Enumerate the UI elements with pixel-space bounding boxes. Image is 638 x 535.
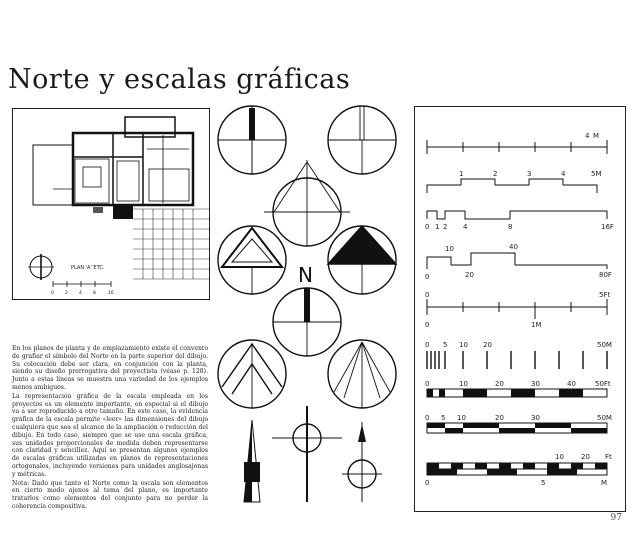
scale-label: 2 [493, 170, 498, 178]
north-symbol-arrow-thin [264, 160, 350, 246]
paragraph: En los planos de planta y de emplazamiento existe el convento de grafiar el símbolo del Norte en la parte superior del dibujo. Su colocación debe ser clara, en conjunción con la planta, siendo su diseño prerrogativa del proyectista (véase p. 128). Junto a estas líneas se muestra una variedad de los ejemplos menos ambiguos. [12, 345, 208, 391]
scale-label: 0 [425, 341, 430, 349]
scale-bar-5 [427, 299, 607, 319]
scale-label: 80F [599, 271, 612, 279]
body-text [12, 345, 208, 512]
north-symbols-panel [212, 102, 412, 512]
scale-label: 1M [531, 321, 542, 329]
scale-bar-7 [427, 389, 607, 397]
scale-bar-3 [427, 211, 607, 219]
north-symbol-thick-line [218, 106, 286, 174]
scale-label: 40 [567, 380, 576, 388]
north-symbol-letter-n [273, 288, 341, 356]
scale-label: 0 [425, 223, 430, 231]
scale-label: 50M [597, 414, 612, 422]
scale-label: 20 [483, 341, 492, 349]
scale-label: 20 [581, 453, 590, 461]
scale-bar-8 [427, 423, 607, 433]
floor-plan-figure [12, 108, 210, 300]
north-symbol-small-circle [342, 422, 382, 502]
scale-label: 0 [425, 321, 430, 329]
scale-label: 50M [597, 341, 612, 349]
scale-bar-6 [427, 351, 607, 369]
scale-bar-1 [427, 140, 607, 154]
north-symbol-crosshair [272, 406, 342, 502]
scale-label: 20 [495, 414, 504, 422]
north-letter: N [298, 263, 313, 287]
scale-label: M [593, 132, 600, 140]
scale-label: 1 [459, 170, 464, 178]
scale-label: 5 [541, 479, 546, 487]
scale-label: 30 [531, 380, 540, 388]
scale-bars-panel [414, 106, 626, 512]
scale-label: 50Ft [595, 380, 611, 388]
scale-label: 1 [435, 223, 440, 231]
scale-label: 4 [585, 132, 590, 140]
scale-label: 2 [443, 223, 448, 231]
plan-scale-label: 2 [65, 291, 68, 296]
scale-label: 0 [425, 273, 430, 281]
scale-bar-2 [427, 179, 597, 193]
paragraph: Nota: Dado que tanto el Norte como la escala son elementos en cierto modo ajenos al tema del plano, es importante tratarlos como elementos del conjunto para no perder la coherencia compositiva. [12, 479, 208, 510]
scale-label: 0 [425, 479, 430, 487]
scale-label: 10 [445, 245, 454, 253]
scale-label: Ft [605, 453, 612, 461]
scale-label: 5 [441, 414, 446, 422]
scale-label: 10 [459, 341, 468, 349]
scale-label: 16F [601, 223, 614, 231]
scale-label: M [601, 479, 608, 487]
scale-label: 4 [463, 223, 468, 231]
scale-label: 10 [457, 414, 466, 422]
floor-plan-drawing [13, 109, 209, 299]
page-title: Norte y escalas gráficas [8, 64, 351, 95]
north-symbol-chevron-arrow [218, 340, 286, 408]
scale-label: 10 [555, 453, 564, 461]
scale-label: 8 [508, 223, 513, 231]
scale-label: 40 [509, 243, 518, 251]
plan-scale-label: 8 [93, 291, 96, 296]
scale-label: 0 [425, 414, 430, 422]
scale-label: 5M [591, 170, 602, 178]
plan-scale-label: 0 [51, 291, 54, 296]
north-symbol-fan-arrow [328, 340, 396, 408]
scale-label: 20 [465, 271, 474, 279]
scale-bar-4 [427, 253, 607, 269]
north-symbol-double-line [328, 106, 396, 174]
scale-bars-drawing [415, 107, 625, 511]
scale-label: 20 [495, 380, 504, 388]
north-symbol-solid-triangle [328, 226, 396, 294]
paragraph: La representación gráfica de la escala empleada en los proyectos es un elemento importante, en especial si el dibujo va a ser reproducido a otro tamaño. En este caso, la evidencia gráfica de la escala permite «leer» las dimensiones del dibujo cualquiera que sea el alcance de la ampliación o reducción del dibujo. En todo caso, siempre que se use una escala gráfica, sus unidades proporcionales de medida deben representarse con claridad y sencillez. Aquí se presentan algunos ejemplos de escalas gráficas utilizadas en planos de representaciones ortogonales, incluyendo versiones para unidades anglosajonas y métricas. [12, 392, 208, 478]
scale-label: 5Ft [599, 291, 611, 299]
scale-label: 5 [443, 341, 448, 349]
scale-label: 30 [531, 414, 540, 422]
scale-label: 4 [561, 170, 566, 178]
plan-scale-label: 4 [79, 291, 82, 296]
north-symbol-needle-half [244, 420, 260, 502]
plan-caption: PLAN 'A' ETC. [71, 265, 105, 271]
scale-label: 0 [425, 291, 430, 299]
page-number: 97 [610, 513, 622, 523]
north-symbol-open-triangle [218, 226, 286, 294]
scale-label: 0 [425, 380, 430, 388]
scale-label: 3 [527, 170, 532, 178]
scale-bar-9 [427, 463, 607, 475]
scale-label: 10 [459, 380, 468, 388]
plan-scale-label: 16 [108, 291, 114, 296]
